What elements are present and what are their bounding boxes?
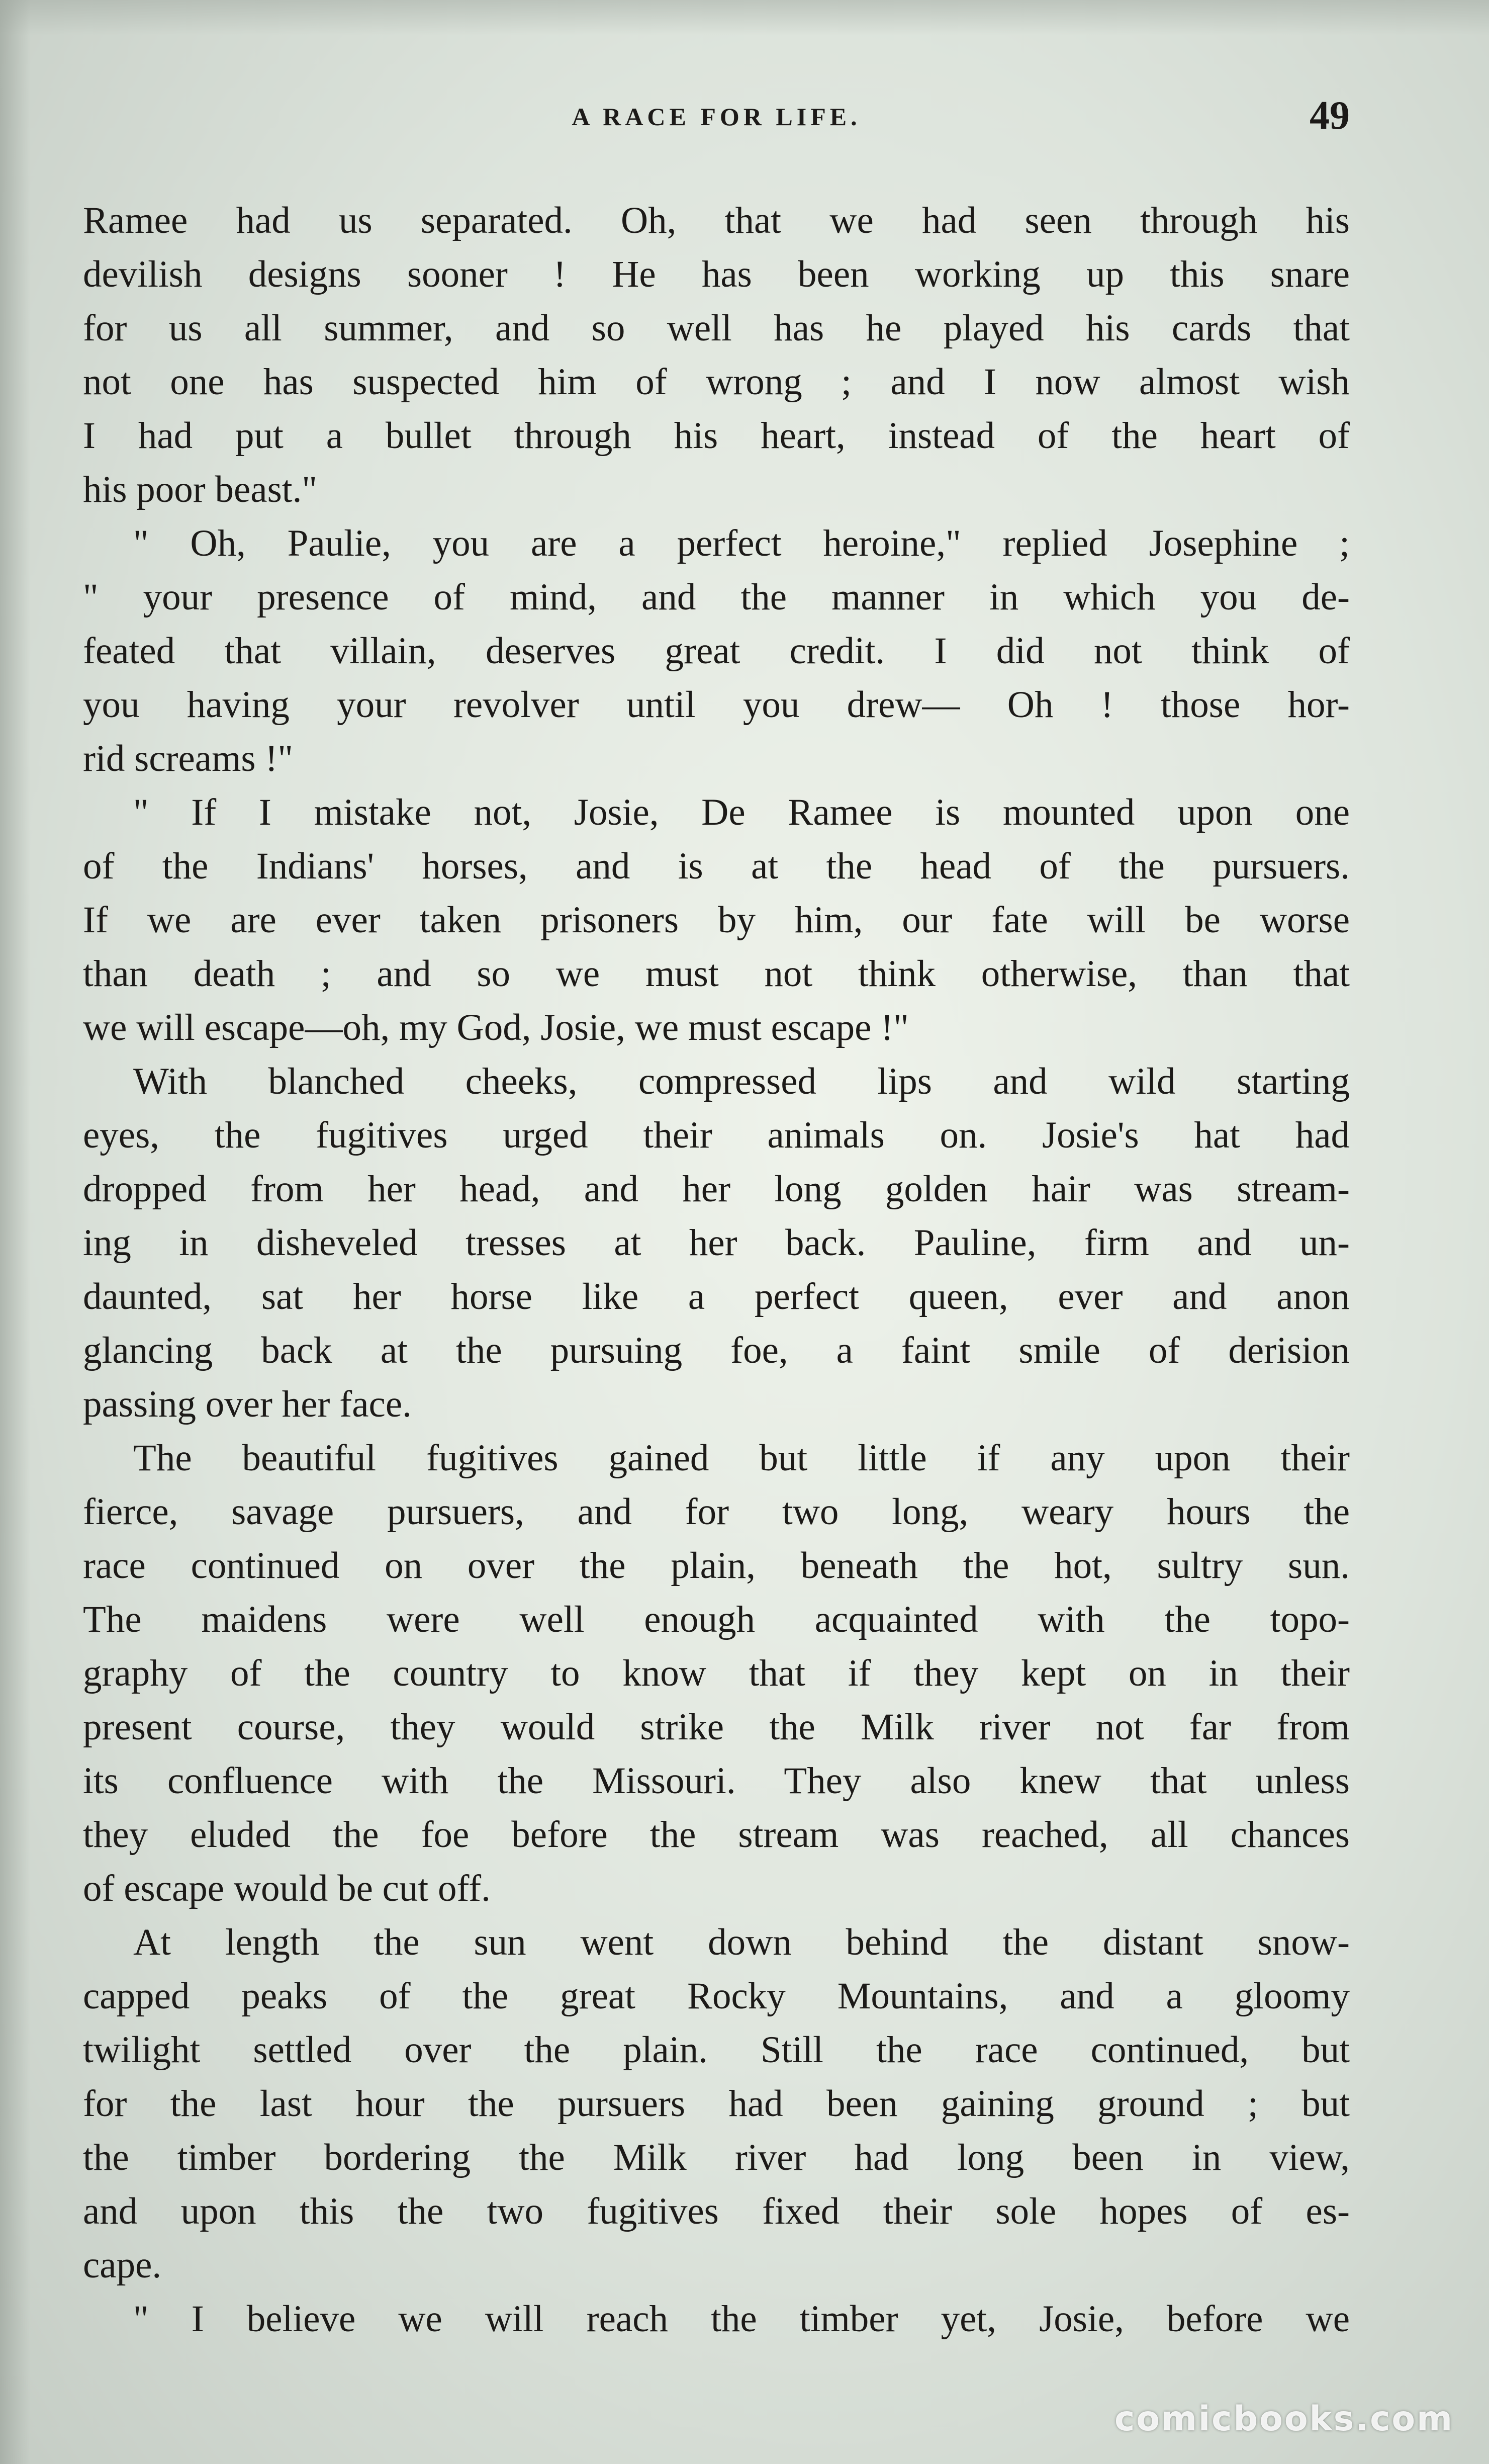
text-line: " I believe we will reach the timber yet, Josie, before we bbox=[133, 2298, 1350, 2340]
text-line: graphy of the country to know that if they kept on in their bbox=[83, 1652, 1350, 1694]
text-line: If we are ever taken prisoners by him, our fate will be worse bbox=[83, 899, 1350, 941]
body-text bbox=[83, 194, 1350, 2346]
text-line: " If I mistake not, Josie, De Ramee is mounted upon one bbox=[133, 791, 1350, 833]
text-line: fierce, savage pursuers, and for two long, weary hours the bbox=[83, 1491, 1350, 1533]
text-line: not one has suspected him of wrong ; and I now almost wish bbox=[83, 361, 1350, 403]
text-line: than death ; and so we must not think otherwise, than that bbox=[83, 953, 1350, 995]
text-line: we will escape—oh, my God, Josie, we must escape !" bbox=[83, 1007, 909, 1048]
running-head: A RACE FOR LIFE. bbox=[572, 103, 861, 131]
text-line: At length the sun went down behind the distant snow- bbox=[133, 1921, 1350, 1963]
text-line: eyes, the fugitives urged their animals on. Josie's hat had bbox=[83, 1114, 1350, 1156]
text-line: they eluded the foe before the stream was reached, all chances bbox=[83, 1814, 1350, 1856]
text-line: for the last hour the pursuers had been gaining ground ; but bbox=[83, 2083, 1350, 2125]
text-line: for us all summer, and so well has he played his cards that bbox=[83, 307, 1350, 349]
text-line: you having your revolver until you drew— Oh ! those hor- bbox=[83, 684, 1350, 726]
text-line: The beautiful fugitives gained but little if any upon their bbox=[133, 1437, 1350, 1479]
text-line: feated that villain, deserves great credit. I did not think of bbox=[83, 630, 1350, 672]
page-header bbox=[83, 93, 1350, 148]
text-line: and upon this the two fugitives fixed their sole hopes of es- bbox=[83, 2190, 1350, 2232]
text-line: capped peaks of the great Rocky Mountains, and a gloomy bbox=[83, 1975, 1350, 2017]
text-line: present course, they would strike the Milk river not far from bbox=[83, 1706, 1350, 1748]
text-line: rid screams !" bbox=[83, 738, 293, 779]
text-line: the timber bordering the Milk river had long been in view, bbox=[83, 2137, 1350, 2178]
text-line: cape. bbox=[83, 2244, 162, 2286]
text-line: twilight settled over the plain. Still the race continued, but bbox=[83, 2029, 1350, 2071]
page-edge-shadow-left bbox=[0, 0, 30, 2464]
text-line: its confluence with the Missouri. They also knew that unless bbox=[83, 1760, 1350, 1802]
page-edge-shadow-top bbox=[0, 0, 1489, 35]
text-line: devilish designs sooner ! He has been working up this snare bbox=[83, 253, 1350, 295]
text-line: " your presence of mind, and the manner in which you de- bbox=[83, 576, 1350, 618]
text-line: The maidens were well enough acquainted with the topo- bbox=[83, 1599, 1350, 1640]
text-line: dropped from her head, and her long golden hair was stream- bbox=[83, 1168, 1350, 1210]
text-line: " Oh, Paulie, you are a perfect heroine," replied Josephine ; bbox=[133, 522, 1350, 564]
text-line: Ramee had us separated. Oh, that we had seen through his bbox=[83, 200, 1350, 241]
text-line: ing in disheveled tresses at her back. Pauline, firm and un- bbox=[83, 1222, 1350, 1264]
text-line: glancing back at the pursuing foe, a faint smile of derision bbox=[83, 1330, 1350, 1371]
text-line: With blanched cheeks, compressed lips and wild starting bbox=[133, 1061, 1350, 1102]
text-line: his poor beast." bbox=[83, 469, 317, 510]
text-line: passing over her face. bbox=[83, 1383, 412, 1425]
page-number: 49 bbox=[1310, 94, 1350, 138]
text-line: of the Indians' horses, and is at the head of the pursuers. bbox=[83, 845, 1350, 887]
watermark: comicbooks.com bbox=[1114, 2399, 1454, 2439]
text-line: I had put a bullet through his heart, instead of the heart of bbox=[83, 415, 1350, 457]
text-line: daunted, sat her horse like a perfect queen, ever and anon bbox=[83, 1276, 1350, 1317]
text-line: of escape would be cut off. bbox=[83, 1868, 491, 1909]
text-line: race continued on over the plain, beneath the hot, sultry sun. bbox=[83, 1545, 1350, 1587]
